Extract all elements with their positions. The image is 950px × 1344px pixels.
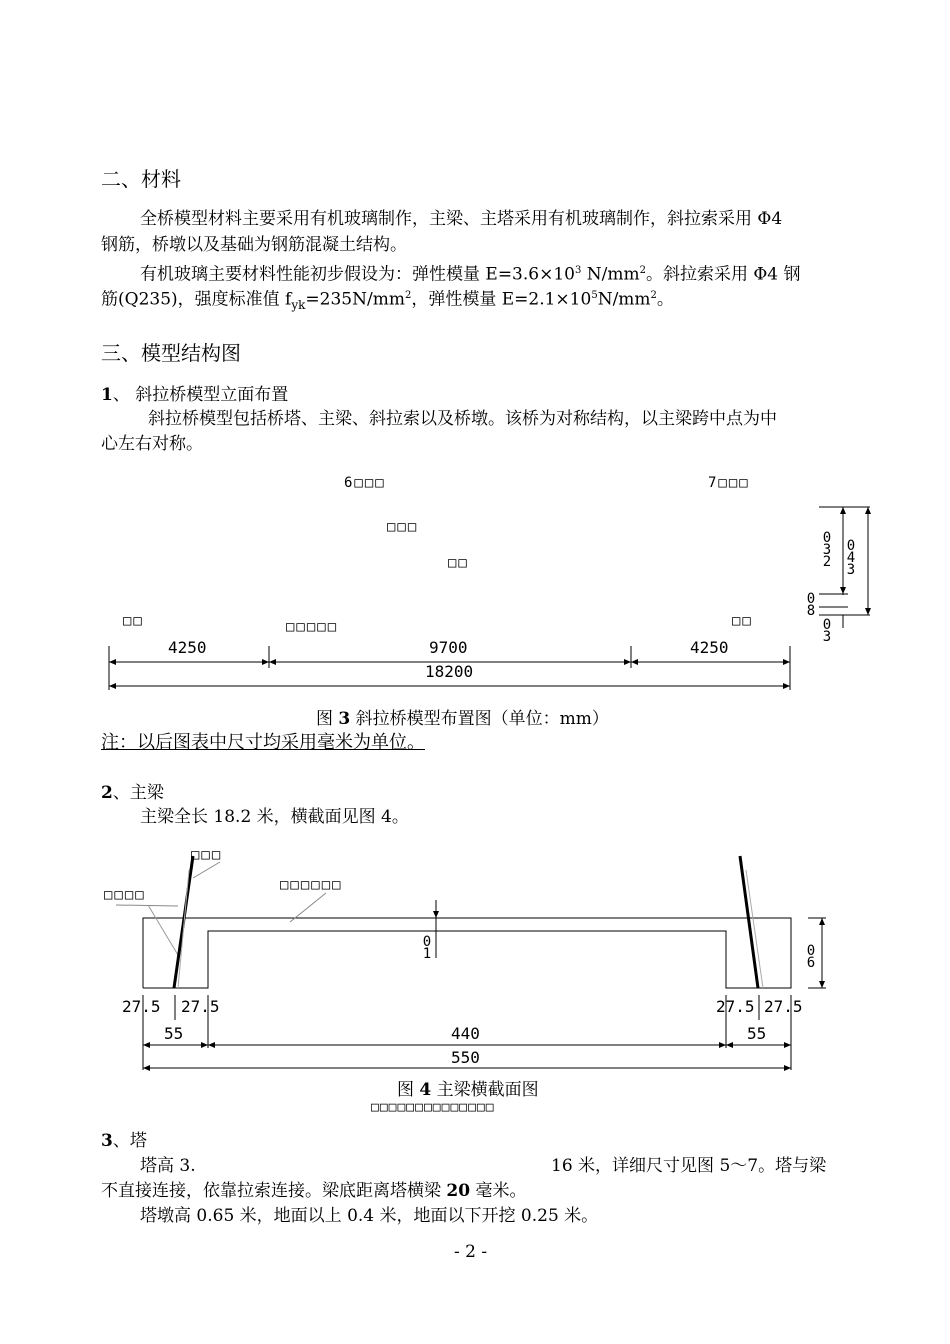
page-number: - 2 - — [454, 1242, 488, 1262]
section-heading-model: 三、模型结构图 — [101, 341, 241, 365]
dim-label: 4250 — [690, 638, 729, 657]
units-note: 注：以后图表中尺寸均采用毫米为单位。 — [101, 732, 425, 753]
fig4-label-top: □□□□□□ — [280, 877, 343, 893]
dim-label: 55 — [747, 1024, 767, 1043]
fig3-label: □□ — [732, 613, 753, 629]
fig3-label: □□□□□ — [286, 619, 339, 635]
dim-label: 27.5 — [181, 997, 220, 1016]
vertical-dim-label: 01 — [422, 934, 432, 962]
vertical-dim-label: 043 — [846, 538, 856, 578]
dim-label: 27.5 — [716, 997, 755, 1016]
dim-label: 55 — [164, 1024, 184, 1043]
subsection-title: 3、塔 — [101, 1131, 147, 1151]
paragraph-line: 全桥模型材料主要采用有机玻璃制作，主梁、主塔采用有机玻璃制作，斜拉索采用 Φ4 — [140, 209, 783, 229]
dim-label: 440 — [451, 1024, 480, 1043]
figure-4-caption: 图 4 主梁横截面图 — [397, 1080, 539, 1100]
fig3-label: 6□□□ — [344, 475, 386, 491]
vertical-dim-label: 06 — [806, 943, 816, 971]
vertical-dim-label: 032 — [822, 530, 832, 570]
paragraph-line: 塔高 3. — [140, 1156, 196, 1176]
vertical-dim-label: 03 — [822, 617, 832, 645]
paragraph-line: 心左右对称。 — [101, 434, 203, 454]
paragraph-line: 有机玻璃主要材料性能初步假设为：弹性模量 $E=3.6\times 10^3$ $N/mm^2$。斜拉索采用 Φ4 钢 — [140, 264, 801, 285]
paragraph-line: 不直接连接，依靠拉索连接。梁底距离塔横梁 20 毫米。 — [101, 1181, 527, 1201]
fig3-label: 7□□□ — [708, 475, 750, 491]
subsection-title: 1、 斜拉桥模型立面布置 — [101, 385, 289, 405]
fig3-label: □□ — [123, 613, 144, 629]
fig3-label: □□□ — [387, 519, 419, 535]
paragraph-line: 主梁全长 18.2 米，横截面见图 4。 — [140, 807, 409, 827]
dim-label: 550 — [451, 1048, 480, 1067]
fig4-label-left: □□□□ — [104, 887, 146, 903]
figure-4-subcaption: □□□□□□□□□□□□□□ — [371, 1100, 495, 1115]
dim-label: 18200 — [425, 662, 474, 681]
figure-3-caption: 图 3 斜拉桥模型布置图（单位：mm） — [316, 709, 609, 729]
vertical-dim-label: 08 — [806, 591, 816, 619]
dim-label: 27.5 — [764, 997, 803, 1016]
paragraph-line: 16 米，详细尺寸见图 5～7。塔与梁 — [551, 1156, 827, 1176]
subsection-title: 2、主梁 — [101, 783, 164, 803]
paragraph-line: 筋(Q235)，强度标准值 $f_{yk}=235N/mm^2$，弹性模量 $E=2.1\times 10^5N/mm^2$。 — [101, 289, 674, 313]
dim-label: 27.5 — [122, 997, 161, 1016]
section-heading-materials: 二、材料 — [101, 167, 181, 191]
dim-label: 9700 — [429, 638, 468, 657]
fig4-label-cable: □□□ — [191, 847, 223, 863]
paragraph-line: 塔墩高 0.65 米，地面以上 0.4 米，地面以下开挖 0.25 米。 — [140, 1206, 599, 1226]
paragraph-line: 钢筋，桥墩以及基础为钢筋混凝土结构。 — [101, 235, 407, 255]
paragraph-line: 斜拉桥模型包括桥塔、主梁、斜拉索以及桥墩。该桥为对称结构，以主梁跨中点为中 — [148, 409, 777, 429]
fig3-label: □□ — [448, 555, 469, 571]
dim-label: 4250 — [168, 638, 207, 657]
